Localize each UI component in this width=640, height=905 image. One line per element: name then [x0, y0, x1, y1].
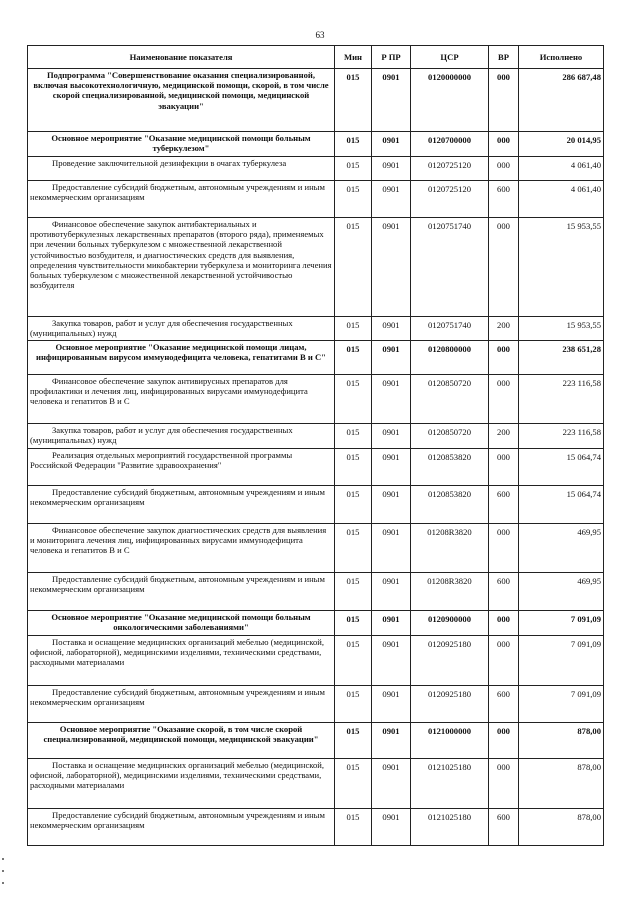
row-value: 15 953,55	[519, 317, 604, 341]
row-min: 015	[335, 317, 372, 341]
row-name: Поставка и оснащение медицинских организаций мебелью (медицинской, офисной, лабораторной), медицинскими изделиями, техническими средствами, расходными материалами	[28, 759, 335, 809]
row-name: Поставка и оснащение медицинских организаций мебелью (медицинской, офисной, лабораторной), медицинскими изделиями, техническими средствами, расходными материалами	[28, 636, 335, 686]
row-value: 7 091,09	[519, 686, 604, 723]
row-vr: 000	[489, 375, 519, 424]
row-vr: 000	[489, 157, 519, 181]
row-csr: 0120751740	[411, 317, 489, 341]
row-value: 7 091,09	[519, 636, 604, 686]
column-header-name: Наименование показателя	[28, 46, 335, 69]
row-min: 015	[335, 723, 372, 759]
row-rpr: 0901	[372, 524, 411, 573]
row-value: 15 064,74	[519, 486, 604, 524]
row-name: Закупка товаров, работ и услуг для обеспечения государственных (муниципальных) нужд	[28, 317, 335, 341]
row-csr: 0120800000	[411, 341, 489, 375]
row-rpr: 0901	[372, 449, 411, 486]
row-csr: 0121025180	[411, 759, 489, 809]
row-value: 238 651,28	[519, 341, 604, 375]
row-vr: 000	[489, 449, 519, 486]
row-min: 015	[335, 341, 372, 375]
row-name: Предоставление субсидий бюджетным, автономным учреждениям и иным некоммерческим организациям	[28, 686, 335, 723]
row-vr: 600	[489, 486, 519, 524]
row-value: 878,00	[519, 723, 604, 759]
table-row	[28, 524, 604, 573]
row-min: 015	[335, 759, 372, 809]
row-rpr: 0901	[372, 132, 411, 157]
table-row	[28, 486, 604, 524]
row-name: Финансовое обеспечение закупок диагностических средств для выявления и мониторинга лечения лиц, инфицированных вирусами иммунодефицита человека и гепатитов В и С	[28, 524, 335, 573]
row-min: 015	[335, 449, 372, 486]
row-value: 469,95	[519, 524, 604, 573]
row-csr: 01208R3820	[411, 573, 489, 611]
scan-edge-mark	[2, 858, 4, 860]
row-value: 223 116,58	[519, 375, 604, 424]
row-name: Финансовое обеспечение закупок антибактериальных и противотуберкулезных лекарственных препаратов (второго ряда), применяемых при лечении больных туберкулезом с множественной лекарственной устойчивостью возбудителя, и диагностических средств для выявления, определения чувствительности микобактерии туберкулеза и мониторинга лечения больных туберкулезом с множественной лекарственной устойчивостью возбудителя	[28, 218, 335, 317]
row-min: 015	[335, 218, 372, 317]
row-csr: 0121000000	[411, 723, 489, 759]
row-rpr: 0901	[372, 424, 411, 449]
row-value: 4 061,40	[519, 157, 604, 181]
row-rpr: 0901	[372, 486, 411, 524]
row-vr: 600	[489, 573, 519, 611]
page-number: 63	[315, 30, 325, 40]
row-vr: 000	[489, 759, 519, 809]
row-rpr: 0901	[372, 573, 411, 611]
row-csr: 0120853820	[411, 486, 489, 524]
row-vr: 000	[489, 636, 519, 686]
row-value: 4 061,40	[519, 181, 604, 218]
row-rpr: 0901	[372, 636, 411, 686]
table-row	[28, 809, 604, 846]
table-header-row	[28, 46, 604, 69]
row-min: 015	[335, 573, 372, 611]
row-name: Закупка товаров, работ и услуг для обеспечения государственных (муниципальных) нужд	[28, 424, 335, 449]
column-header-csr: ЦСР	[411, 46, 489, 69]
row-rpr: 0901	[372, 375, 411, 424]
row-value: 878,00	[519, 809, 604, 846]
row-rpr: 0901	[372, 809, 411, 846]
row-csr: 0121025180	[411, 809, 489, 846]
row-name: Основное мероприятие "Оказание медицинской помощи больным туберкулезом"	[28, 132, 335, 157]
row-csr: 01208R3820	[411, 524, 489, 573]
table-row	[28, 611, 604, 636]
column-header-vr: ВР	[489, 46, 519, 69]
scan-edge-mark	[2, 882, 4, 884]
row-name: Предоставление субсидий бюджетным, автономным учреждениям и иным некоммерческим организациям	[28, 181, 335, 218]
table-row	[28, 636, 604, 686]
table-row	[28, 723, 604, 759]
table-row	[28, 132, 604, 157]
row-vr: 000	[489, 524, 519, 573]
row-value: 878,00	[519, 759, 604, 809]
row-rpr: 0901	[372, 181, 411, 218]
table-row	[28, 181, 604, 218]
row-name: Предоставление субсидий бюджетным, автономным учреждениям и иным некоммерческим организациям	[28, 486, 335, 524]
row-value: 469,95	[519, 573, 604, 611]
row-vr: 000	[489, 611, 519, 636]
table-row	[28, 375, 604, 424]
table-row	[28, 341, 604, 375]
row-min: 015	[335, 69, 372, 132]
row-vr: 600	[489, 809, 519, 846]
row-rpr: 0901	[372, 686, 411, 723]
table-row	[28, 218, 604, 317]
row-csr: 0120925180	[411, 686, 489, 723]
row-min: 015	[335, 375, 372, 424]
row-name: Проведение заключительной дезинфекции в очагах туберкулеза	[28, 157, 335, 181]
table-row	[28, 424, 604, 449]
row-min: 015	[335, 424, 372, 449]
row-min: 015	[335, 636, 372, 686]
table-row	[28, 573, 604, 611]
row-name: Основное мероприятие "Оказание скорой, в том числе скорой специализированной, медицинской помощи, медицинской эвакуации"	[28, 723, 335, 759]
column-header-rpr: Р ПР	[372, 46, 411, 69]
row-value: 15 064,74	[519, 449, 604, 486]
table-row	[28, 157, 604, 181]
row-name: Подпрограмма "Совершенствование оказания специализированной, включая высокотехнологичную, медицинской помощи, скорой, в том числе скорой специализированной, медицинской помощи, медицинской эвакуации"	[28, 69, 335, 132]
row-csr: 0120725120	[411, 181, 489, 218]
column-header-min: Мин	[335, 46, 372, 69]
row-value: 223 116,58	[519, 424, 604, 449]
row-rpr: 0901	[372, 69, 411, 132]
row-min: 015	[335, 157, 372, 181]
row-csr: 0120751740	[411, 218, 489, 317]
row-name: Основное мероприятие "Оказание медицинской помощи лицам, инфицированным вирусом иммунодефицита человека, гепатитами В и С"	[28, 341, 335, 375]
row-rpr: 0901	[372, 218, 411, 317]
row-min: 015	[335, 686, 372, 723]
row-name: Предоставление субсидий бюджетным, автономным учреждениям и иным некоммерческим организациям	[28, 809, 335, 846]
row-rpr: 0901	[372, 317, 411, 341]
table-row	[28, 449, 604, 486]
table-row	[28, 317, 604, 341]
row-vr: 600	[489, 686, 519, 723]
row-min: 015	[335, 181, 372, 218]
scan-edge-mark	[2, 870, 4, 872]
column-header-value: Исполнено	[519, 46, 604, 69]
row-min: 015	[335, 486, 372, 524]
row-min: 015	[335, 524, 372, 573]
row-min: 015	[335, 809, 372, 846]
row-vr: 600	[489, 181, 519, 218]
table-row	[28, 759, 604, 809]
row-name: Основное мероприятие "Оказание медицинской помощи больным онкологическими заболеваниями"	[28, 611, 335, 636]
row-csr: 0120850720	[411, 375, 489, 424]
row-value: 7 091,09	[519, 611, 604, 636]
row-csr: 0120000000	[411, 69, 489, 132]
row-csr: 0120925180	[411, 636, 489, 686]
row-vr: 200	[489, 317, 519, 341]
table-row	[28, 69, 604, 132]
row-csr: 0120700000	[411, 132, 489, 157]
row-csr: 0120850720	[411, 424, 489, 449]
row-name: Финансовое обеспечение закупок антивирусных препаратов для профилактики и лечения лиц, инфицированных вирусами иммунодефицита человека и гепатитов В и С	[28, 375, 335, 424]
row-value: 286 687,48	[519, 69, 604, 132]
row-rpr: 0901	[372, 611, 411, 636]
table-row	[28, 686, 604, 723]
row-vr: 200	[489, 424, 519, 449]
row-value: 20 014,95	[519, 132, 604, 157]
budget-execution-table	[27, 45, 604, 846]
row-csr: 0120725120	[411, 157, 489, 181]
row-vr: 000	[489, 723, 519, 759]
row-vr: 000	[489, 218, 519, 317]
row-csr: 0120900000	[411, 611, 489, 636]
row-csr: 0120853820	[411, 449, 489, 486]
row-min: 015	[335, 132, 372, 157]
row-vr: 000	[489, 341, 519, 375]
row-rpr: 0901	[372, 157, 411, 181]
row-name: Предоставление субсидий бюджетным, автономным учреждениям и иным некоммерческим организациям	[28, 573, 335, 611]
row-name: Реализация отдельных мероприятий государственной программы Российской Федерации "Развитие здравоохранения"	[28, 449, 335, 486]
row-value: 15 953,55	[519, 218, 604, 317]
row-vr: 000	[489, 132, 519, 157]
row-min: 015	[335, 611, 372, 636]
row-rpr: 0901	[372, 759, 411, 809]
row-rpr: 0901	[372, 341, 411, 375]
row-rpr: 0901	[372, 723, 411, 759]
row-vr: 000	[489, 69, 519, 132]
